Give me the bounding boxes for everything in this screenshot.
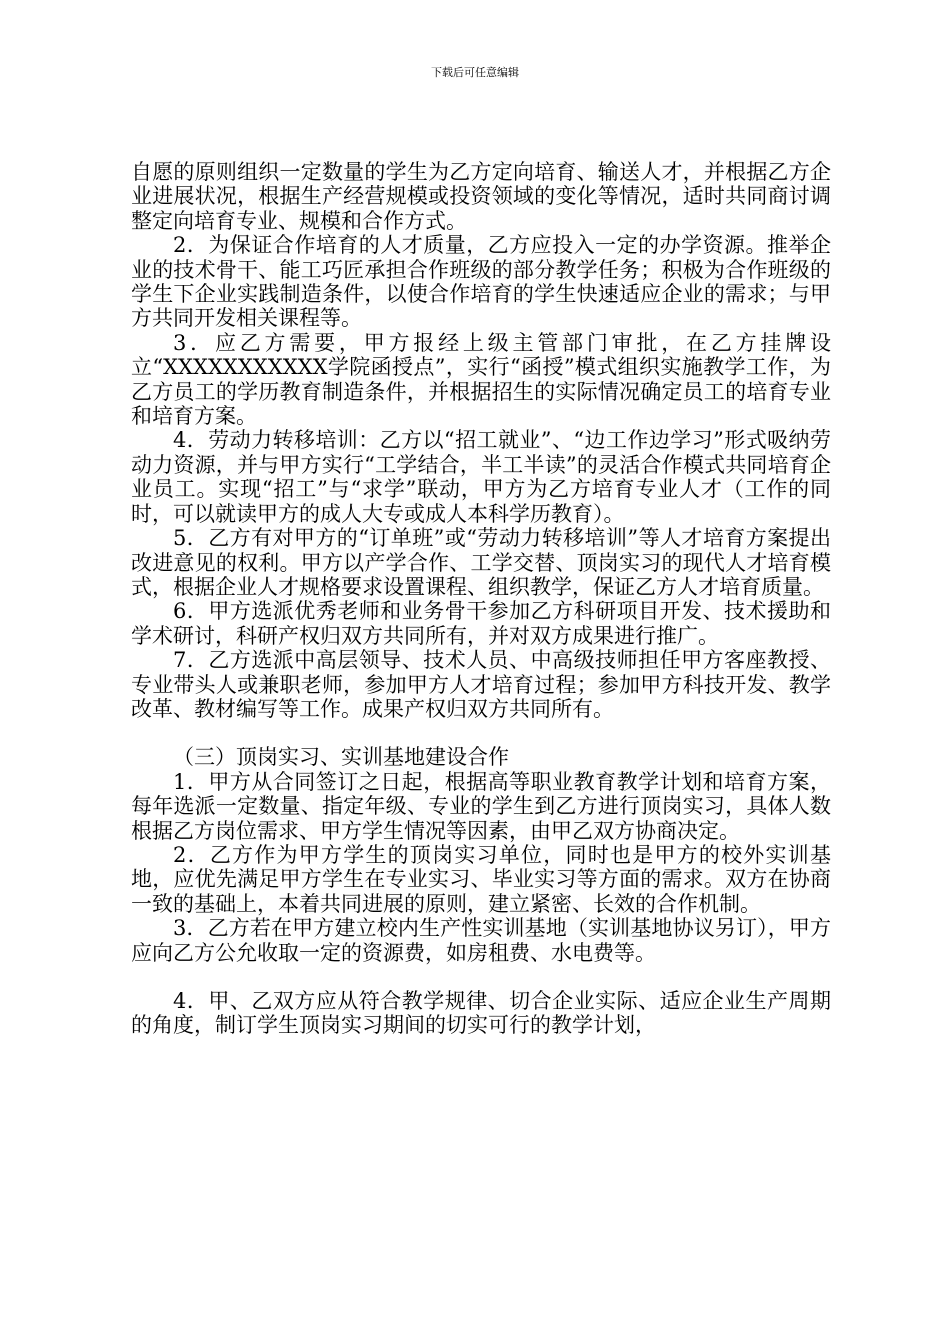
- section-heading: （三）顶岗实习、实训基地建设合作: [173, 745, 509, 770]
- paragraph-item-6: 6．甲方选派优秀老师和业务骨干参加乙方科研项目开发、技术援助和学术研讨，科研产权归双方共同所有，并对双方成果进行推广。: [131, 599, 831, 648]
- paragraph-item-5: 5．乙方有对甲方的“订单班”或“劳动力转移培训”等人才培育方案提出改进意见的权利。甲方以产学合作、工学交替、顶岗实习的现代人才培育模式，根据企业人才规格要求设置课程、组织教学，保证乙方人才培育质量。: [131, 526, 831, 599]
- paragraph-continuation: 自愿的原则组织一定数量的学生为乙方定向培育、输送人才，并根据乙方企业进展状况，根据生产经营规模或投资领域的变化等情况，适时共同商讨调整定向培育专业、规模和合作方式。: [131, 160, 831, 233]
- section3-item-3: 3．乙方若在甲方建立校内生产性实训基地（实训基地协议另订），甲方应向乙方公允收取一定的资源费，如房租费、水电费等。: [131, 916, 831, 965]
- paragraph-item-2: 2．为保证合作培育的人才质量，乙方应投入一定的办学资源。推举企业的技术骨干、能工巧匠承担合作班级的部分教学任务；积极为合作班级的学生下企业实践制造条件，以使合作培育的学生快速适应企业的需求；与甲方共同开发相关课程等。: [131, 233, 831, 331]
- section3-item-1: 1．甲方从合同签订之日起，根据高等职业教育教学计划和培育方案，每年选派一定数量、指定年级、专业的学生到乙方进行顶岗实习，具体人数根据乙方岗位需求、甲方学生情况等因素，由甲乙双方协商决定。: [131, 769, 831, 843]
- section3-item-4: 4．甲、乙双方应从符合教学规律、切合企业实际、适应企业生产周期的角度，制订学生顶岗实习期间的切实可行的教学计划，: [131, 989, 831, 1038]
- section3-item-2: 2．乙方作为甲方学生的顶岗实习单位，同时也是甲方的校外实训基地，应优先满足甲方学生在专业实习、毕业实习等方面的需求。双方在协商一致的基础上，本着共同进展的原则，建立紧密、长效的合作机制。: [131, 842, 831, 916]
- paragraph-item-3: 3．应乙方需要，甲方报经上级主管部门审批，在乙方挂牌设立“XXXXXXXXXXX学院函授点”，实行“函授”模式组织实施教学工作，为乙方员工的学历教育制造条件，并根据招生的实际情况确定员工的培育专业和培育方案。: [131, 330, 831, 429]
- paragraph-item-4: 4．劳动力转移培训：乙方以“招工就业”、“边工作边学习”形式吸纳劳动力资源，并与甲方实行“工学结合，半工半读”的灵活合作模式共同培育企业员工。实现“招工”与“求学”联动，甲方为乙方培育专业人才（工作的同时，可以就读甲方的成人大专或成人本科学历教育）。: [131, 428, 831, 526]
- document-body: [131, 160, 831, 1038]
- paragraph-item-7: 7．乙方选派中高层领导、技术人员、中高级技师担任甲方客座教授、专业带头人或兼职老师，参加甲方人才培育过程；参加甲方科技开发、教学改革、教材编写等工作。成果产权归双方共同所有。: [131, 648, 831, 721]
- page-header: 下载后可任意编辑: [431, 66, 519, 79]
